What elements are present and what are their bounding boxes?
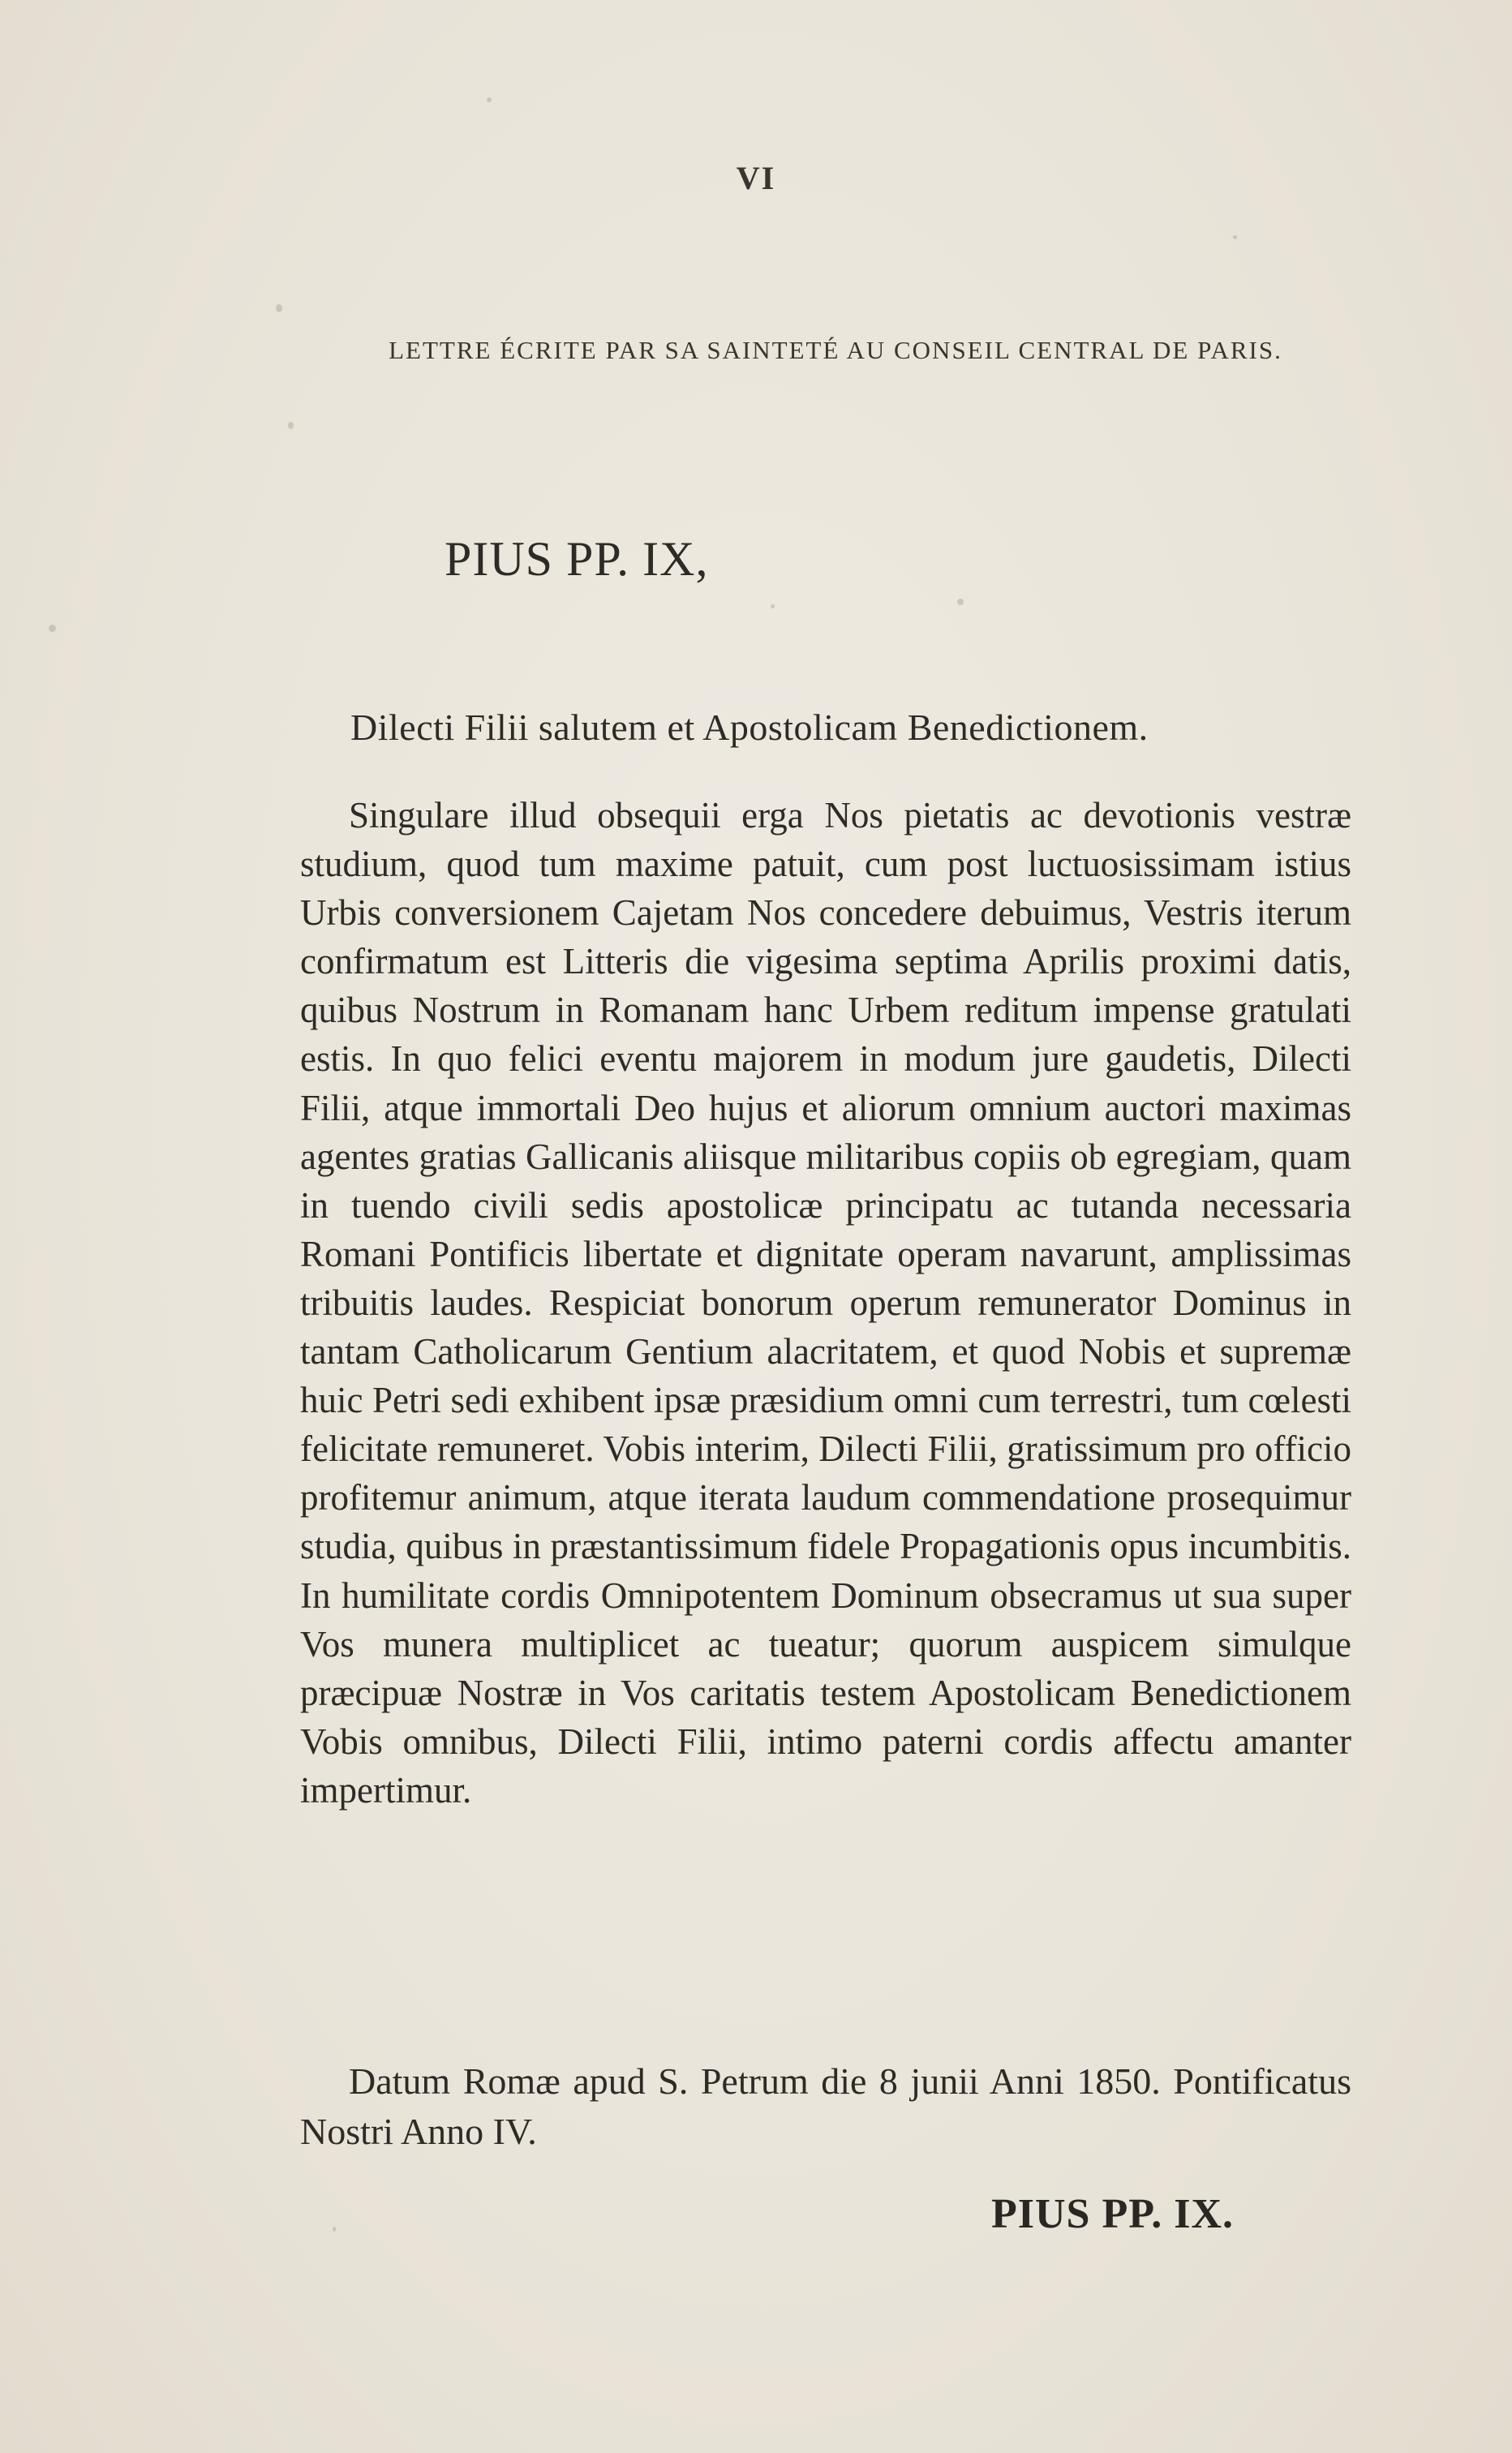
signature: PIUS PP. IX. (991, 2191, 1235, 2237)
paper-speck (288, 422, 294, 429)
addressor-name: PIUS PP. IX, (445, 532, 709, 586)
paper-speck (333, 2227, 336, 2232)
paper-speck (771, 604, 775, 608)
paper-speck (49, 625, 56, 632)
paper-speck (276, 304, 282, 312)
greeting-line: Dilecti Filii salutem et Apostolicam Benedictionem. (350, 707, 1149, 748)
paper-speck (957, 599, 964, 605)
paper-speck (1233, 235, 1237, 239)
dating-line: Datum Romæ apud S. Petrum die 8 junii Anni 1850. Pontificatus Nostri Anno IV. (300, 2060, 1351, 2152)
page-number: VI (736, 160, 776, 196)
letter-heading: LETTRE ÉCRITE PAR SA SAINTETÉ AU CONSEIL CENTRAL DE PARIS. (389, 336, 1282, 364)
paper-speck (487, 97, 492, 102)
letter-body: Singulare illud obsequii erga Nos pietatis ac devotionis vestræ studium, quod tum maxime patuit, cum post luctuosissimam istius Urbis conversionem Cajetam Nos concedere debuimus, Vestris iterum confirmatum est Litteris die vigesima septima Aprilis proximi datis, quibus Nostrum in Romanam hanc Urbem reditum impense gratulati estis. In quo felici eventu majorem in modum jure gaudetis, Dilecti Filii, atque immortali Deo hujus et aliorum omnium auctori maximas agentes gratias Gallicanis aliisque militaribus copiis ob egregiam, quam in tuendo civili sedis apostolicæ principatu ac tutanda necessaria Romani Pontificis libertate et dignitate operam navarunt, amplissimas tribuitis laudes. Respiciat bonorum operum remunerator Dominus in tantam Catholicarum Gentium alacritatem, et quod Nobis et supremæ huic Petri sedi exhibent ipsæ præsidium omni cum terrestri, tum cœlesti felicitate remuneret. Vobis interim, Dilecti Filii, gratissimum pro officio profitemur animum, atque iterata laudum commendatione prosequimur studia, quibus in præstantissimum fidele Propagationis opus incumbitis. In humilitate cordis Omnipotentem Dominum obsecramus ut sua super Vos munera multiplicet ac tueatur; quorum auspicem simulque præcipuæ Nostræ in Vos caritatis testem Apostolicam Benedictionem Vobis omnibus, Dilecti Filii, intimo paterni cordis affectu amanter impertimur. (300, 795, 1351, 1811)
